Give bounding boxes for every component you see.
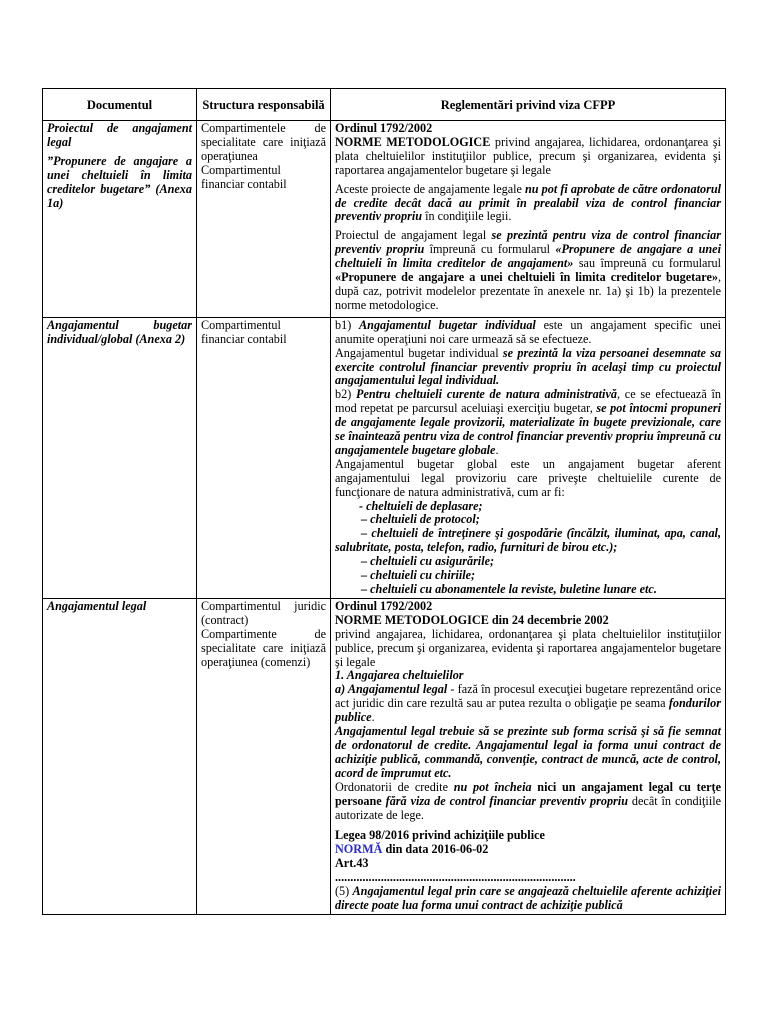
row3-p5-b: Angajamentul legal prin care se angajează cheltuielile aferente achiziţiei directe poate lua forma unui contract de achiziţie publică xyxy=(335,884,721,912)
list-item: – cheltuieli de întreţinere şi gospodărie (încălzit, iluminat, apa, canal, salubritate, posta, telefon, radio, furnituri de birou etc.); xyxy=(335,526,721,555)
row1-p3-b: se prezintă pentru viza de control financiar preventiv propriu xyxy=(335,228,721,257)
row3-o-a: Ordonatorii de credite xyxy=(335,779,454,794)
row3-heading: 1. Angajarea cheltuielilor xyxy=(335,668,464,683)
header-regulations: Reglementări privind viza CFPP xyxy=(331,89,726,121)
row1-doc-title: Proiectul de angajament legal xyxy=(47,121,192,149)
row2-resp1: Compartimentul financiar contabil xyxy=(201,317,287,346)
row2-regulation-cell xyxy=(331,317,726,598)
row1-ord-title: Ordinul 1792/2002 xyxy=(335,121,433,135)
row3-document-cell xyxy=(43,598,197,914)
row1-para3 xyxy=(335,229,721,312)
row2-para2 xyxy=(335,347,721,389)
row3-p5-a: (5) xyxy=(335,884,353,899)
row1-doc-subtitle: ”Propunere de angajare a unei cheltuieli în limita creditelor bugetare” (Anexa 1a) xyxy=(47,153,192,210)
row2-b1 xyxy=(335,319,721,347)
table-row xyxy=(43,598,726,914)
list-item: – cheltuieli cu asigurările; xyxy=(361,554,495,569)
row3-para-ord xyxy=(335,781,721,823)
row3-norma-rest: din data 2016-06-02 xyxy=(382,842,489,857)
row3-structure-cell xyxy=(197,598,331,914)
row3-o-e: decât în condiţiile autorizate de lege. xyxy=(335,793,721,822)
row2-p2-a: Angajamentul bugetar individual xyxy=(335,345,503,360)
row1-resp2: Compartimentul financiar contabil xyxy=(201,162,287,191)
row1-norme-rest: privind angajarea, lichidarea, ordonanţarea şi plata cheltuielilor instituţiilor publice, precum şi organizarea, evidenta şi raportarea angajamentelor bugetare şi legale xyxy=(335,134,721,177)
row1-p2-a: Aceste proiecte de angajamente legale xyxy=(335,181,526,196)
row3-art: Art.43 xyxy=(335,856,369,871)
row1-p3-d: «Propunere de angajare a unei cheltuieli în limita creditelor de angajament» xyxy=(335,242,721,271)
row3-doc-title: Angajamentul legal xyxy=(47,598,147,613)
row1-resp1: Compartimentele de specialitate care iniţiază operaţiunea xyxy=(201,121,326,163)
row1-p3-g: , după caz, potrivit modelelor prezentate în anexele nr. 1a) şi 1b) la prezentele norme metodologice. xyxy=(335,270,721,312)
row2-b2-e: . xyxy=(495,442,499,457)
row3-norme-desc: privind angajarea, lichidarea, ordonanţarea şi plata cheltuielilor instituţiilor publice, precum şi organizarea, evidenta şi raportarea angajamentelor bugetare şi legale xyxy=(335,626,721,669)
row3-a-d: . xyxy=(371,710,375,725)
row2-b2-d: se pot întocmi propuneri de angajamente legale provizorii, materializate în bugete previzionale, care se înaintează pentru viza de control financiar preventiv propriu împreună cu angajamentele bugetare globale xyxy=(335,401,721,457)
row3-norma-blue: NORMĂ xyxy=(335,842,383,857)
row3-o-d: fără viza de control financiar preventiv propriu xyxy=(385,793,628,808)
row3-lege: Legea 98/2016 privind achiziţiile publice xyxy=(335,828,545,843)
row1-p3-f: «Propunere de angajare a unei cheltuieli în limita creditelor bugetare» xyxy=(335,270,718,285)
cfpp-table xyxy=(42,88,726,915)
row3-a-b: - fază în procesul execuţiei bugetare reprezentând orice act juridic din care rezultă sau ar putea rezulta o obligaţie pe seama xyxy=(335,682,721,711)
row3-dots: ............................................................................... xyxy=(335,871,576,885)
row1-p3-a: Proiectul de angajament legal xyxy=(335,228,492,243)
row3-norma xyxy=(335,843,721,857)
row2-structure-cell xyxy=(197,317,331,598)
row1-norme-bold: NORME METODOLOGICE xyxy=(335,134,491,149)
row3-para-a xyxy=(335,683,721,725)
row2-b2-c: , ce se efectuează în mod repetat pe parcursul aceluiaşi exerciţiu bugetar, xyxy=(335,387,721,416)
row3-a-c: fondurilor publice xyxy=(335,696,721,725)
row2-b1-c: este un angajament specific unei anumite operaţiuni noi care urmează să se efectueze. xyxy=(335,317,721,346)
row1-p3-e: sau împreună cu formularul xyxy=(573,256,721,271)
row3-ord-title: Ordinul 1792/2002 xyxy=(335,598,433,613)
list-item: – cheltuieli cu abonamentele la reviste, buletine lunare etc. xyxy=(361,582,657,596)
header-row xyxy=(43,89,726,121)
row2-doc-title: Angajamentul bugetar individual/global (Anexa 2) xyxy=(47,317,192,346)
row3-regulation-cell xyxy=(331,598,726,914)
row3-a-a: a) Angajamentul legal xyxy=(335,682,448,697)
row2-para4: Angajamentul bugetar global este un angajament bugetar aferent angajamentului legal provizoriu care priveşte cheltuielile curente de funcţionare de natura administrativă, cum ar fi: xyxy=(335,456,721,499)
row3-para-bi: Angajamentul legal trebuie să se prezinte sub forma scrisă şi să fie semnat de ordonatorul de credite. Angajamentul legal ia forma unui contract de achiziţie publică, commandă, convenţie, contract de muncă, acte de control, acord de împrumut etc. xyxy=(335,724,721,780)
row1-p2-b: nu pot fi aprobate de către ordonatorul de credite decât dacă au primit în prealabil viza de control financiar preventiv propriu xyxy=(335,181,721,224)
list-item: - cheltuieli de deplasare; xyxy=(359,498,483,513)
list-item: – cheltuieli de protocol; xyxy=(361,512,480,527)
row1-norme xyxy=(335,136,721,178)
row3-para5 xyxy=(335,885,721,913)
row3-o-c: nici un angajament legal cu terţe persoane xyxy=(335,779,721,808)
row1-para2 xyxy=(335,183,721,225)
header-structure: Structura responsabilă xyxy=(197,89,331,121)
row1-p2-c: în condiţiile legii. xyxy=(422,209,512,224)
row3-o-b: nu pot încheia xyxy=(453,779,532,794)
table-row xyxy=(43,121,726,318)
row1-structure-cell xyxy=(197,121,331,318)
row2-b2-a: b2) xyxy=(335,387,357,402)
row1-document-cell xyxy=(43,121,197,318)
row1-p3-c: împreună cu formularul xyxy=(424,242,556,257)
row1-regulation-cell xyxy=(331,121,726,318)
header-document: Documentul xyxy=(43,89,197,121)
row3-resp1: Compartimentul juridic (contract) xyxy=(201,598,326,627)
row2-document-cell xyxy=(43,317,197,598)
row3-norme: NORME METODOLOGICE din 24 decembrie 2002 xyxy=(335,612,609,627)
row2-b2 xyxy=(335,388,721,458)
row2-b2-b: Pentru cheltuieli curente de natura administrativă xyxy=(356,387,617,402)
row2-b1-a: b1) xyxy=(335,317,360,332)
list-item: – cheltuieli cu chiriile; xyxy=(361,568,476,583)
table-row xyxy=(43,317,726,598)
row2-p2-b: se prezintă la viza persoanei desemnate sa exercite controlul financiar preventiv propriu în acelaşi timp cu proiectul angajamentului legal individual. xyxy=(335,345,721,388)
row3-resp2: Compartimente de specialitate care iniţiază operaţiunea (comenzi) xyxy=(201,626,326,669)
row2-b1-b: Angajamentul bugetar individual xyxy=(359,317,536,332)
